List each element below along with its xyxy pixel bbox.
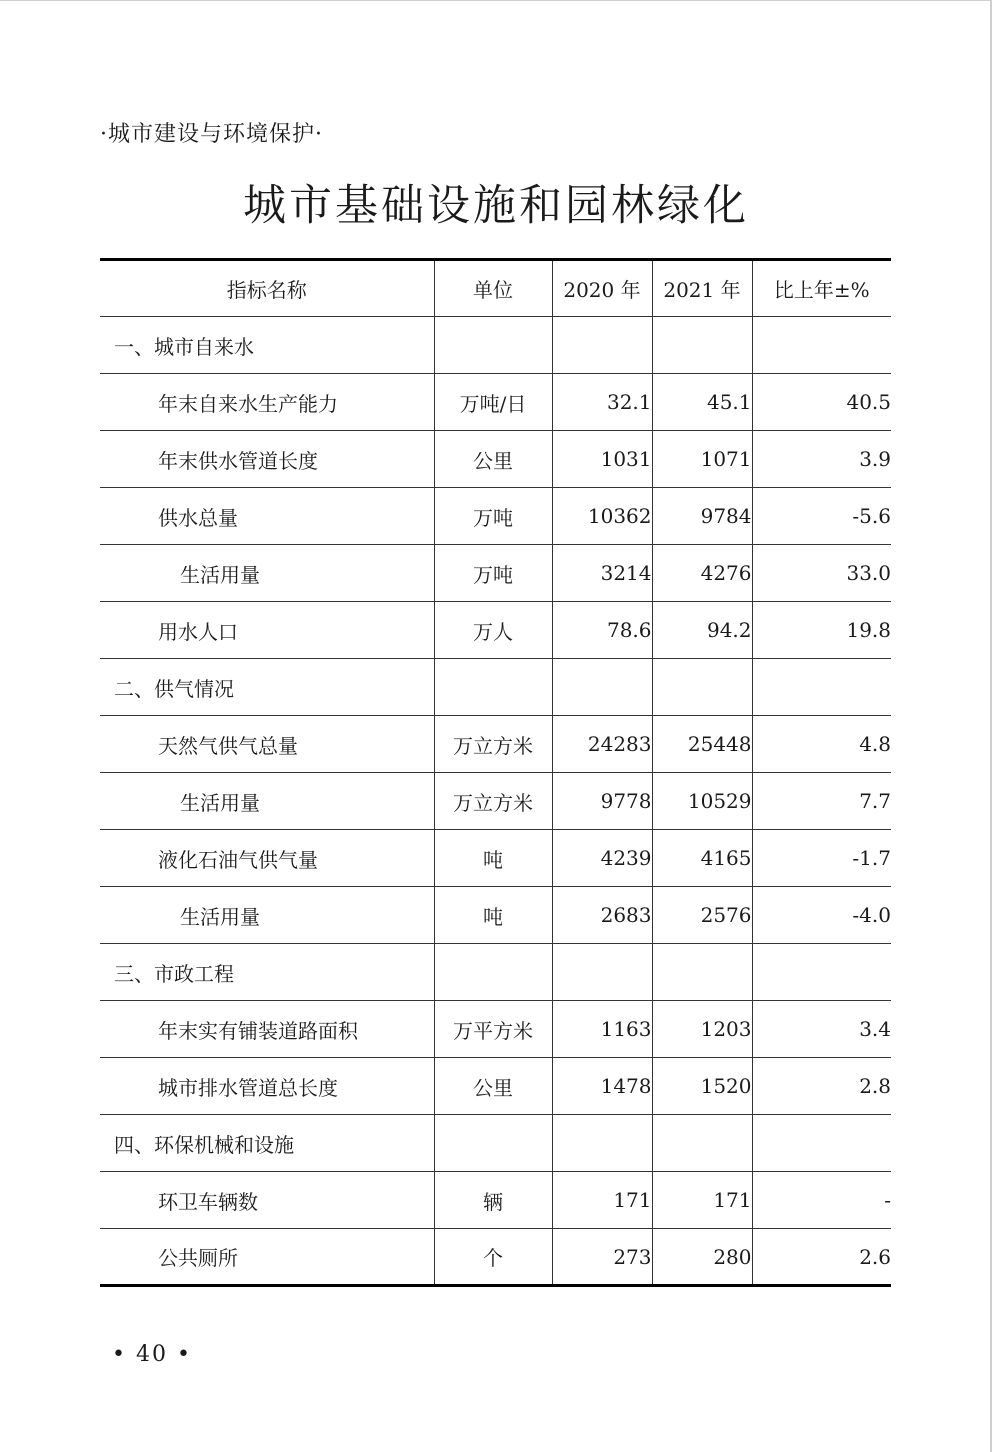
value-2021-cell: 94.2: [652, 602, 752, 659]
unit-cell: 万吨: [434, 545, 552, 602]
change-percent-cell: [752, 317, 891, 374]
change-percent-cell: 4.8: [752, 716, 891, 773]
unit-cell: 万人: [434, 602, 552, 659]
unit-cell: [434, 659, 552, 716]
unit-cell: 公里: [434, 431, 552, 488]
value-2020-cell: 24283: [552, 716, 652, 773]
unit-cell: 万立方米: [434, 716, 552, 773]
indicator-name-cell: 公共厕所: [158, 1246, 238, 1270]
statistics-table: [100, 258, 891, 1287]
table-row: [100, 602, 891, 659]
value-2020-cell: 1163: [552, 1001, 652, 1058]
value-2021-cell: 280: [652, 1229, 752, 1286]
indicator-name-cell: 天然气供气总量: [100, 716, 434, 773]
value-2021-cell: 9784: [652, 488, 752, 545]
unit-cell: [434, 1115, 552, 1172]
change-percent-cell: 2.8: [752, 1058, 891, 1115]
value-2020-cell: 171: [552, 1172, 652, 1229]
table-row: [100, 1001, 891, 1058]
page-number: • 40 •: [112, 1342, 192, 1367]
table-row: [100, 830, 891, 887]
value-2020-cell: 78.6: [552, 602, 652, 659]
value-2021-cell: [652, 944, 752, 1001]
unit-cell: 公里: [434, 1058, 552, 1115]
header-year-2020: 2020 年: [552, 260, 652, 317]
value-2021-cell: 10529: [652, 773, 752, 830]
table-row: [100, 773, 891, 830]
indicator-name-cell: 三、市政工程: [100, 944, 434, 1001]
value-2020-cell: 1031: [552, 431, 652, 488]
table-row: [100, 1172, 891, 1229]
table-row: [100, 374, 891, 431]
value-2021-cell: 2576: [652, 887, 752, 944]
change-percent-cell: 3.9: [752, 431, 891, 488]
value-2020-cell: 4239: [552, 830, 652, 887]
page-title: 城市基础设施和园林绿化: [243, 181, 749, 231]
table-row: [100, 545, 891, 602]
value-2021-cell: 1071: [652, 431, 752, 488]
indicator-name-cell: 生活用量: [100, 887, 434, 944]
table-header-row: [100, 260, 891, 317]
change-percent-cell: [752, 659, 891, 716]
value-2021-cell: 4165: [652, 830, 752, 887]
header-unit: 单位: [434, 260, 552, 317]
unit-cell: 万立方米: [434, 773, 552, 830]
value-2021-cell: [652, 1115, 752, 1172]
value-2020-cell: [552, 317, 652, 374]
indicator-name-cell: 用水人口: [100, 602, 434, 659]
section-label: ·城市建设与环境保护·: [100, 122, 323, 147]
change-percent-cell: -: [752, 1172, 891, 1229]
indicator-name-cell: 四、环保机械和设施: [100, 1115, 434, 1172]
indicator-name-cell: 供水总量: [100, 488, 434, 545]
indicator-name-cell: 年末自来水生产能力: [100, 374, 434, 431]
table-row: [100, 488, 891, 545]
unit-cell: [434, 317, 552, 374]
value-2021-cell: 1203: [652, 1001, 752, 1058]
indicator-name-cell: 城市排水管道总长度: [100, 1058, 434, 1115]
change-percent-cell: 7.7: [752, 773, 891, 830]
indicator-name-cell: 年末供水管道长度: [100, 431, 434, 488]
value-2020-cell: 3214: [552, 545, 652, 602]
change-percent-cell: -4.0: [752, 887, 891, 944]
table-row: [100, 431, 891, 488]
value-2021-cell: 1520: [652, 1058, 752, 1115]
change-percent-cell: -1.7: [752, 830, 891, 887]
value-2021-cell: 45.1: [652, 374, 752, 431]
value-2020-cell: [552, 659, 652, 716]
table-row: [100, 1058, 891, 1115]
header-year-2021: 2021 年: [652, 260, 752, 317]
indicator-name-cell: 年末实有铺装道路面积: [100, 1001, 434, 1058]
unit-cell: 万平方米: [434, 1001, 552, 1058]
unit-cell: 辆: [434, 1172, 552, 1229]
header-change-percent: 比上年±%: [752, 260, 891, 317]
table-row: [100, 1229, 891, 1286]
unit-cell: 万吨: [434, 488, 552, 545]
table-section-row: [100, 317, 891, 374]
value-2020-cell: 1478: [552, 1058, 652, 1115]
table-section-row: [100, 659, 891, 716]
indicator-name-cell: 环卫车辆数: [100, 1172, 434, 1229]
change-percent-cell: -5.6: [752, 488, 891, 545]
unit-cell: 个: [434, 1229, 552, 1286]
table-row: [100, 716, 891, 773]
table-row: [100, 887, 891, 944]
value-2020-cell: 2683: [552, 887, 652, 944]
change-percent-cell: 2.6: [752, 1229, 891, 1286]
value-2021-cell: 4276: [652, 545, 752, 602]
change-percent-cell: 3.4: [752, 1001, 891, 1058]
value-2021-cell: 171: [652, 1172, 752, 1229]
value-2021-cell: [652, 317, 752, 374]
value-2020-cell: 9778: [552, 773, 652, 830]
value-2020-cell: 10362: [552, 488, 652, 545]
change-percent-cell: 40.5: [752, 374, 891, 431]
value-2020-cell: [552, 1115, 652, 1172]
value-2020-cell: 273: [552, 1229, 652, 1286]
unit-cell: 吨: [434, 887, 552, 944]
value-2021-cell: 25448: [652, 716, 752, 773]
change-percent-cell: 19.8: [752, 602, 891, 659]
change-percent-cell: [752, 944, 891, 1001]
change-percent-cell: 33.0: [752, 545, 891, 602]
indicator-name-cell: 二、供气情况: [100, 659, 434, 716]
unit-cell: 吨: [434, 830, 552, 887]
table-section-row: [100, 1115, 891, 1172]
table-body: [100, 317, 891, 1286]
indicator-name-cell: 一、城市自来水: [100, 317, 434, 374]
header-indicator-name: 指标名称: [100, 260, 434, 317]
indicator-name-cell: 液化石油气供气量: [100, 830, 434, 887]
value-2020-cell: 32.1: [552, 374, 652, 431]
page-top-edge: [0, 0, 992, 1]
change-percent-cell: [752, 1115, 891, 1172]
unit-cell: 万吨/日: [434, 374, 552, 431]
unit-cell: [434, 944, 552, 1001]
indicator-name-cell: 生活用量: [100, 545, 434, 602]
indicator-name-cell: 生活用量: [100, 773, 434, 830]
value-2021-cell: [652, 659, 752, 716]
table-section-row: [100, 944, 891, 1001]
value-2020-cell: [552, 944, 652, 1001]
